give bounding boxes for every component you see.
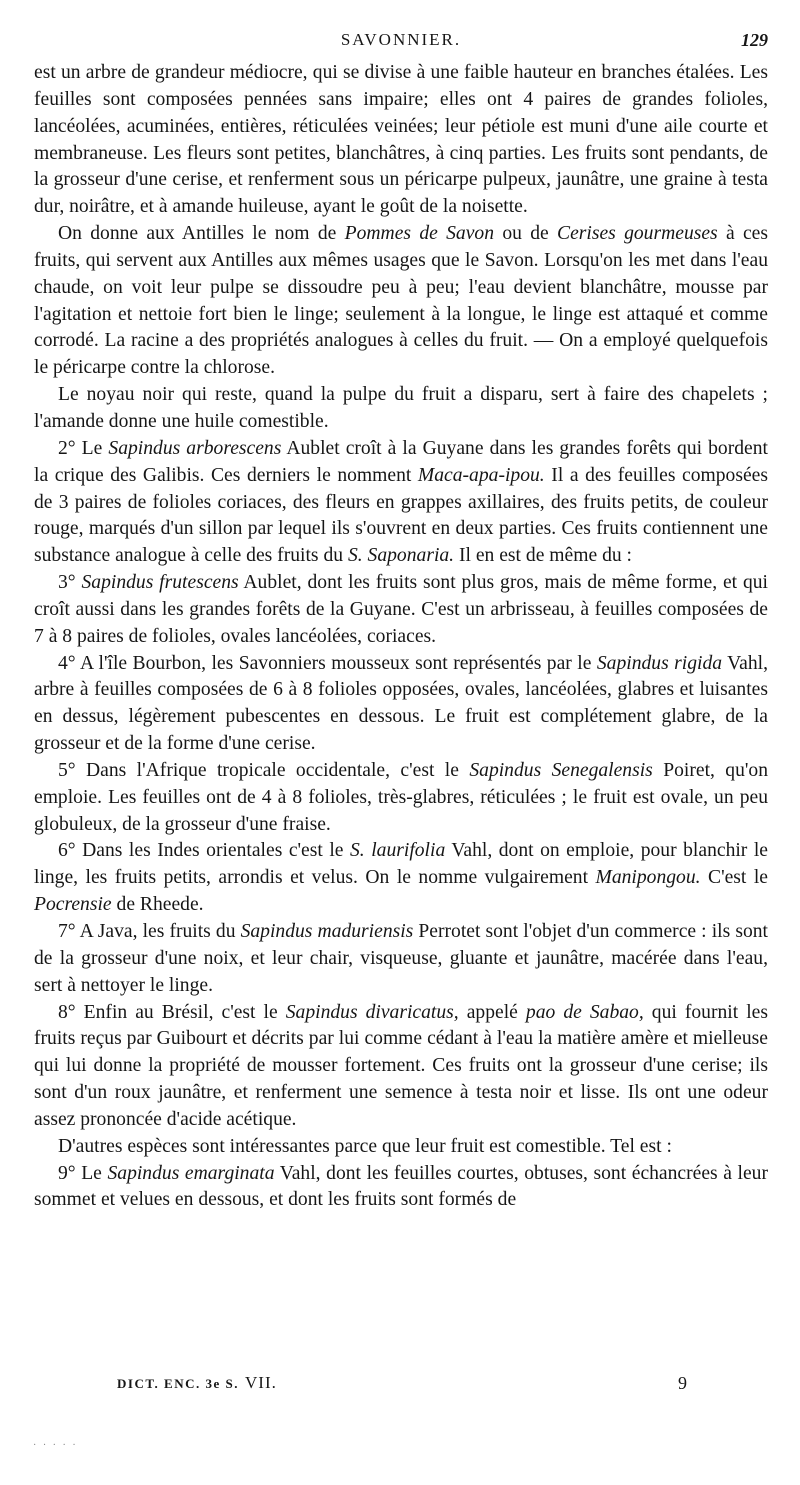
italic-text: Sapindus maduriensis [240,921,414,942]
sheet-number: 9 [678,1373,687,1393]
text-run: D'autres espèces sont intéressantes parce que leur fruit est comestible. Tel est : [58,1135,672,1157]
text-run: Vahl, arbre à feuilles composées de 6 à 8 folioles opposées, ovales, lancéolées, glabres et luisantes en dessus, légèrement pubescentes en dessous. Le fruit est complétement glabre, de la grosseur et de la forme d'une cerise. [34,652,768,755]
italic-text: Sapindus frutescens [81,572,239,594]
text-run: Vahl, dont les feuilles courtes, obtuses, sont échancrées à leur sommet et velues en dessous, et dont les fruits sont formés de [34,1162,768,1211]
page-footer [117,1373,687,1397]
body-text [34,60,768,1214]
text-run: 8° Enfin au Brésil, c'est le [58,1001,286,1023]
text-run: Il en est de même du : [454,545,633,567]
text-run: Perrotet sont l'objet d'un commerce : ils sont de la grosseur d'une noix, et leur chair, visqueuse, gluante et jaunâtre, macérée dans l'eau, sert à nettoyer le linge. [34,921,768,996]
paragraph [34,382,768,436]
text-run: est un arbre de grandeur médiocre, qui se divise à une faible hauteur en branches étalées. Les feuilles sont composées pennées sans impaire; elles ont 4 paires de grandes folioles, lancéolées, acuminées, entières, réticulées veinées; leur pétiole est muni d'une aile courte et membraneuse. Les fleurs sont petites, blanchâtres, à cinq parties. Les fruits sont pendants, de la grosseur d'une cerise, et renferment sous un péricarpe pulpeux, jaunâtre, une graine à testa dur, noirâtre, et à amande huileuse, ayant le goût de la noisette. [34,62,768,218]
text-run: 5° Dans l'Afrique tropicale occidentale, c'est le [58,759,470,781]
paragraph [34,60,768,221]
page-number: 129 [741,30,768,50]
paragraph [34,570,768,651]
paragraph [34,919,768,1000]
text-run: appelé [458,1001,526,1023]
italic-text: pao de Sabao, [525,1001,644,1023]
paragraph [34,1000,768,1134]
text-run: 2° Le [58,437,109,459]
italic-text: S. laurifolia [350,840,446,862]
text-run: Poiret, qu'on emploie. Les feuilles ont de 4 à 8 folioles, très-glabres, réticulées ; le fruit est ovale, un peu globuleux, de la grosseur d'une fraise. [34,759,769,835]
text-run: 7° A Java, les fruits du [58,921,241,942]
italic-text: Sapindus arborescens [108,437,282,459]
running-head [34,30,768,54]
italic-text: Maca-apa-ipou. [417,464,545,486]
paragraph [34,651,768,758]
text-run: 3° [58,572,82,594]
text-run: Aublet, dont les fruits sont plus gros, mais de même forme, et qui croît aussi dans les grandes forêts de la Guyane. C'est un arbrisseau, à feuilles composées de 7 à 8 paires de folioles, ovales lancéolées, coriaces. [34,572,768,647]
text-run: Il a des feuilles composées de 3 paires de folioles coriaces, des fleurs en grappes axillaires, des fruits petits, de couleur rouge, marqués d'un sillon par lequel ils s'ouvrent en deux parties. Ces fruits contiennent une substance analogue à celle des fruits du [34,464,768,567]
text-run: à ces fruits, qui servent aux Antilles aux mêmes usages que le Savon. Lorsqu'on les met dans l'eau chaude, on voit leur pulpe se dissoudre peu à peu; l'eau devient blanchâtre, mousse par l'agitation et nettoie fort bien le linge; seulement à la longue, le linge est attaqué et comme corrodé. La racine a des propriétés analogues à celles du fruit. — On a employé quelquefois le péricarpe contre la chlorose. [34,223,768,379]
paragraph [34,436,768,570]
signature-text: DICT. ENC. 3e S. [117,1376,239,1391]
scan-specks: · · · · · [33,1440,78,1451]
italic-text: Manipongou. [595,867,701,889]
italic-text: Sapindus divaricatus, [285,1001,459,1023]
text-run: Aublet croît à la Guyane dans les grandes forêts qui bordent la crique des Galibis. Ces derniers le nomment [34,437,768,486]
text-run: C'est le [700,867,768,889]
paragraph [34,1134,768,1161]
text-run: ou de [494,223,557,245]
italic-text: Sapindus rigida [596,652,723,674]
text-run: Le noyau noir qui reste, quand la pulpe du fruit a disparu, sert à faire des chapelets ; l'amande donne une huile comestible. [34,384,768,432]
text-run: qui fournit les fruits reçus par Guibourt et décrits par lui comme cédant à l'eau la matière amère et mielleuse qui lui donne la propriété de mousser fortement. Ces fruits ont la grosseur d'une cerise; ils sont d'un roux jaunâtre, et renferment une semence à testa noir et lisse. Ils ont une odeur assez prononcée d'acide acétique. [34,1001,768,1130]
text-run: 6° Dans les Indes orientales c'est le [58,840,350,862]
italic-text: Sapindus Senegalensis [469,759,653,781]
italic-text: S. Saponaria. [347,545,455,567]
text-run: 4° A l'île Bourbon, les Savonniers mousseux sont représentés par le [58,652,597,674]
italic-text: Cerises gourmeuses [557,223,718,245]
running-title: SAVONNIER. [340,30,462,49]
paragraph [34,1161,768,1215]
italic-text: Pocrensie [34,894,112,916]
signature-mark [117,1373,277,1393]
text-run: On donne aux Antilles le nom de [58,223,345,245]
paragraph [34,758,768,839]
paragraph [34,838,768,919]
text-run: Vahl, dont on emploie, pour blanchir le linge, les fruits petits, arrondis et velus. On le nomme vulgairement [34,840,768,889]
text-run: 9° Le [58,1162,108,1184]
italic-text: Sapindus emarginata [107,1162,275,1184]
volume-number: VII. [245,1373,277,1392]
italic-text: Pommes de Savon [344,223,495,245]
text-run: de Rheede. [111,894,204,916]
paragraph [34,221,768,382]
